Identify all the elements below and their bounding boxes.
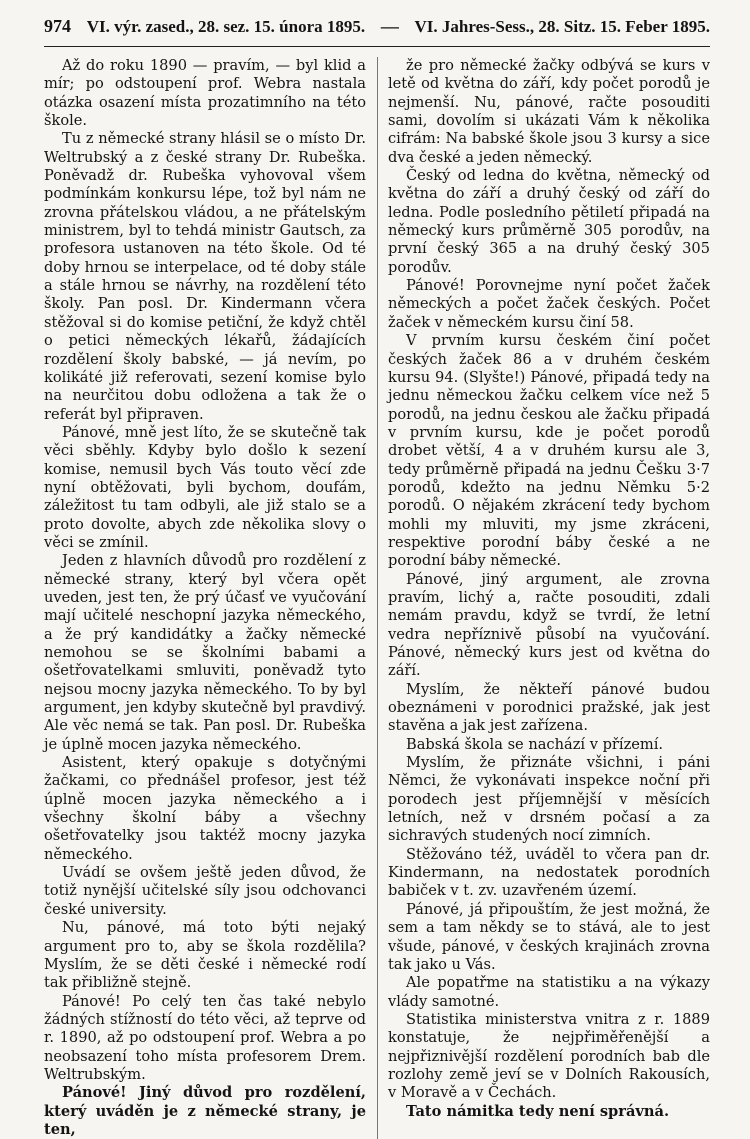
paragraph: Statistika ministerstva vnitra z r. 1889 konstatuje, že nejpřiměřenější a nejpřiznivější rozdělení porodních bab dle rozlohy země jeví se v Dolních Rakousích, v Moravě a v Čechách. bbox=[388, 1010, 710, 1102]
header-german: VI. Jahres-Sess., 28. Sitz. 15. Feber 1895. bbox=[414, 17, 710, 36]
two-column-body bbox=[44, 57, 710, 1139]
paragraph: Pánové! Jiný důvod pro rozdělení, který uváděn je z německé strany, je ten, bbox=[44, 1084, 366, 1138]
paragraph: Jeden z hlavních důvodů pro rozdělení z německé strany, který byl včera opět uveden, jest ten, že prý účasť ve vyučování mají učitelé neschopní jazyka německého, a že prý kandidátky a žačky německé nemohou se se školními babami a ošetřovatelkami smluviti, poněvadž tyto nejsou mocny jazyka německého. To by byl argument, jen kdyby skutečně byl pravdivý. Ale věc nemá se tak. Pan posl. Dr. Rubeška je úplně mocen jazyka německého. bbox=[44, 552, 366, 753]
paragraph: Pánové! Po celý ten čas také nebylo žádných stížností do této věci, až teprve od r. 1890, až po odstoupení prof. Webra a po neobsazení toho místa profesorem Drem. Weltrubským. bbox=[44, 992, 366, 1083]
paragraph: Pánové, mně jest líto, že se skutečně tak věci sběhly. Kdyby bylo došlo k sezení komise, nemusil bych Vás touto věcí zde nyní obtěžovati, byli bychom, doufám, záležitost tu tam odbyli, ale již stalo se a proto dovolte, abych zde několika slovy o věci se zmínil. bbox=[44, 423, 366, 551]
paragraph: Tato námitka tedy není správná. bbox=[406, 1102, 670, 1120]
paragraph: Tu z německé strany hlásil se o místo Dr. Weltrubský a z české strany Dr. Rubeška. Poněvadž dr. Rubeška vyhovoval všem podmínkám konkursu lépe, tož byl nám ne zrovna přátelskou vládou, a ne přátelským ministrem, byl to tehdá ministr Gautsch, za profesora ustanoven na této škole. Od té doby hrnou se interpelace, od té doby stále a stále hrnou se návrhy, na rozdělení této školy. Pan posl. Dr. Kindermann včera stěžoval si do komise petiční, že když chtěl o petici německých lékařů, žádajících rozdělení školy babské, — já nevím, po kolikáté již referovati, sezení komise bylo na neurčitou dobu odložena a tak že o referát byl připraven. bbox=[44, 130, 366, 423]
paragraph: Stěžováno též, uváděl to včera pan dr. Kindermann, na nedostatek porodních babiček v t. zv. uzavřeném území. bbox=[388, 845, 710, 900]
column-divider bbox=[377, 57, 378, 1139]
header-rule bbox=[44, 46, 710, 47]
paragraph: Myslím, že někteří pánové budou obeznámeni v porodnici pražské, jak jest stavěna a jak jest zařízena. bbox=[388, 680, 710, 735]
running-header bbox=[44, 16, 710, 42]
paragraph: Český od ledna do května, německý od května do září a druhý český od září do ledna. Podle posledního pětiletí připadá na německý kurs průměrně 305 porodův, na první český 365 a na druhý český 305 porodův. bbox=[388, 167, 710, 276]
paragraph: Až do roku 1890 — pravím, — byl klid a mír; po odstoupení prof. Webra nastala otázka osazení místa prozatimního na této škole. bbox=[44, 57, 366, 130]
paragraph: Babská škola se nachází v přízemí. bbox=[406, 735, 664, 753]
paragraph: V prvním kursu českém činí počet českých žaček 86 a v druhém českém kursu 94. (Slyšte!) Pánové, připadá tedy na jednu německou žačku celkem více než 5 porodů, na jednu českou ale žačku připadá v prvním kursu, kde je počet porodů drobet větší, 4 a v druhém kursu ale 3, tedy průměrně připadá na jednu Češku 3·7 porodů, kdežto na jednu Němku 5·2 porodů. O nějakém zkrácení tedy bychom mohli my mluviti, my jsme zkráceni, respektive porodní báby české a ne porodní báby německé. bbox=[388, 332, 710, 570]
paragraph: že pro německé žačky odbývá se kurs v letě od května do září, kdy počet porodů je nejmenší. Nu, pánové, račte posouditi sami, dovolím si ukázati Vám k několika cifrám: Na babské škole jsou 3 kursy a sice dva české a jeden německý. bbox=[388, 57, 710, 166]
paragraph: Uvádí se ovšem ještě jeden důvod, že totiž nynější učitelské síly jsou odchovanci české university. bbox=[44, 864, 366, 918]
header-czech: VI. výr. zased., 28. sez. 15. února 1895. bbox=[86, 17, 366, 36]
left-column bbox=[44, 57, 366, 1139]
paragraph: Ale popatřme na statistiku a na výkazy vlády samotné. bbox=[388, 974, 710, 1010]
page-number: 974 bbox=[44, 16, 71, 36]
header-separator: — bbox=[380, 16, 399, 36]
paragraph: Pánové! Porovnejme nyní počet žaček německých a počet žaček českých. Počet žaček v německém kursu činí 58. bbox=[388, 277, 710, 331]
right-column bbox=[388, 57, 710, 1139]
paragraph: Pánové, jiný argument, ale zrovna pravím, lichý a, račte posouditi, zdali nemám pravdu, když se tvrdí, že letní vedra nepříznivě působí na vyučování. Pánové, německý kurs jest od května do září. bbox=[388, 570, 710, 680]
paragraph: Pánové, já připouštím, že jest možná, že sem a tam někdy se to stává, ale to jest všude, pánové, v českých krajinách zrovna tak jako u Vás. bbox=[388, 900, 710, 973]
paragraph: Nu, pánové, má toto býti nejaký argument pro to, aby se škola rozdělila? Myslím, že se děti české i německé rodí tak přibližně stejně. bbox=[44, 919, 366, 992]
paragraph: Asistent, který opakuje s dotyčnými žačkami, co přednášel profesor, jest též úplně mocen jazyka německého a i všechny školní báby a všechny ošetřovatelky jsou taktéž mocny jazyka německého. bbox=[44, 754, 366, 863]
paragraph: Myslím, že přiznáte všichni, i páni Němci, že vykonávati inspekce noční při porodech jest příjemnější v měsících letních, než v drsném počasí a za sichravých studených nocí zimních. bbox=[388, 754, 710, 845]
